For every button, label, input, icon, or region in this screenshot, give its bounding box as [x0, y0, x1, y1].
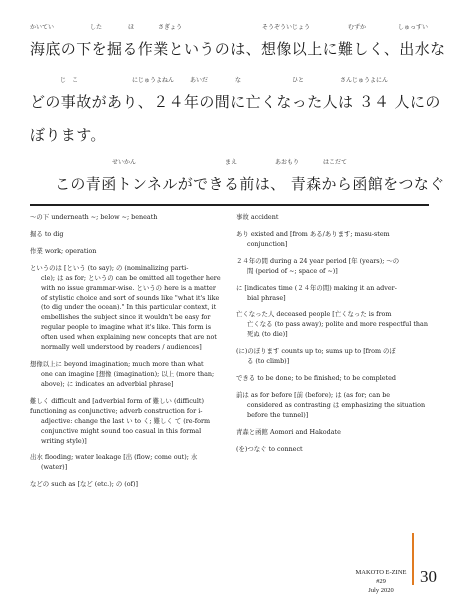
- vocab-entry: (を)つなぐ to connect: [236, 444, 303, 453]
- furigana: せいかん: [112, 159, 137, 166]
- footer-accent-bar: [412, 533, 414, 585]
- section-divider: [30, 204, 429, 206]
- passage-line-1: 海底の下を掘る作業というのは、想像以上に難しく、出水な: [30, 40, 446, 58]
- vocab-entry: などの such as [など (etc.); の (of)]: [30, 480, 138, 489]
- furigana: あおもり: [275, 159, 300, 166]
- vocab-entry: に [indicates time (２４年の間) making it an adver- bial phrase]: [236, 283, 397, 302]
- furigana: にじゅうよねん: [132, 77, 175, 84]
- vocab-entry: ～の下 underneath ~; below ~; beneath: [30, 213, 158, 221]
- vocab-entry: 出水 flooding; water leakage [出 (flow; come out); 水 (water)]: [30, 453, 198, 472]
- vocab-entry: 掘る to dig: [30, 229, 64, 238]
- vocab-entry: 亡くなった人 deceased people [亡くなった is from 亡くなる (to pass away); polite and more respectful than 死ぬ (to die)]: [236, 310, 428, 339]
- magazine-name: MAKOTO E-ZINE #29: [355, 569, 407, 586]
- passage-line-2: どの事故があり、２４年の間に亡くなった人は ３４ 人にの: [30, 93, 441, 111]
- furigana: ほ: [128, 24, 135, 31]
- furigana: した: [90, 24, 103, 31]
- furigana: さんじゅうよにん: [340, 77, 389, 84]
- vocab-entry: 前は as for before [前 (before); は (as for; can be considered as contrasting は emphasizing the situation before the tunnel)]: [236, 390, 426, 419]
- vocab-column-left: [30, 213, 222, 497]
- vocab-entry: 事故 accident: [236, 213, 279, 221]
- vocab-entry: 作業 work; operation: [30, 246, 97, 255]
- furigana: はこだて: [323, 159, 348, 166]
- furigana: じ こ: [60, 77, 79, 84]
- vocab-entry: ２４年の間 during a 24 year period [年 (years); ～の 間 (period of ~; space of ~)]: [236, 256, 400, 275]
- issue-date: July 2020: [368, 587, 394, 595]
- furigana: しゅっすい: [398, 24, 429, 31]
- passage-line-4: この青函トンネルができる前は、 青森から函館をつなぐ: [55, 175, 445, 193]
- furigana: そうぞういじょう: [262, 24, 311, 31]
- furigana: まえ: [225, 159, 238, 166]
- vocab-column-right: [236, 213, 432, 462]
- furigana: さぎょう: [158, 24, 183, 31]
- vocab-entry: 青森と函館 Aomori and Hakodate: [236, 427, 341, 436]
- vocab-entry: (に)のぼります counts up to; sums up to [from のぼ る (to climb)]: [236, 347, 396, 366]
- furigana: かいてい: [30, 24, 55, 31]
- vocab-entry: 難しく difficult and [adverbial form of 難しい (difficult) functioning as conjunctive; adverb construction for i- adjective: change the last い to く; 難しく て (re-form conjunctive might sound too casual in this formal writing style)]: [30, 396, 211, 445]
- furigana: ひと: [292, 77, 305, 84]
- page-number: 30: [420, 567, 437, 586]
- vocab-entry: できる to be done; to be finished; to be completed: [236, 374, 396, 383]
- furigana: あいだ: [190, 77, 209, 84]
- passage-line-3: ぼります。: [30, 126, 106, 144]
- vocab-entry: 想像以上に beyond imagination; much more than what one can imagine [想像 (imagination); 以上 (more than; above); に indicates an adverbial phrase]: [30, 360, 215, 388]
- vocab-entry: というのは [という (to say); の (nominalizing parti- cle); は as for; というの can be omitted all together here with no issue grammar-wise. というの here is a matter of stylistic choice and sort of sounds like "what it's like (to dig under the ocean)." In this particular context, it embellishes the subject since it wouldn't be easy for regular people to imagine what it's like. This form is often used when explaining new concepts that are not normally well understood by readers / audiences]: [30, 263, 221, 352]
- furigana: な: [235, 77, 242, 84]
- footer-publication: [352, 568, 410, 595]
- vocab-entry: あり existed and [from ある/あります; masu-stem conjunction]: [236, 229, 390, 248]
- furigana: むずか: [348, 24, 367, 31]
